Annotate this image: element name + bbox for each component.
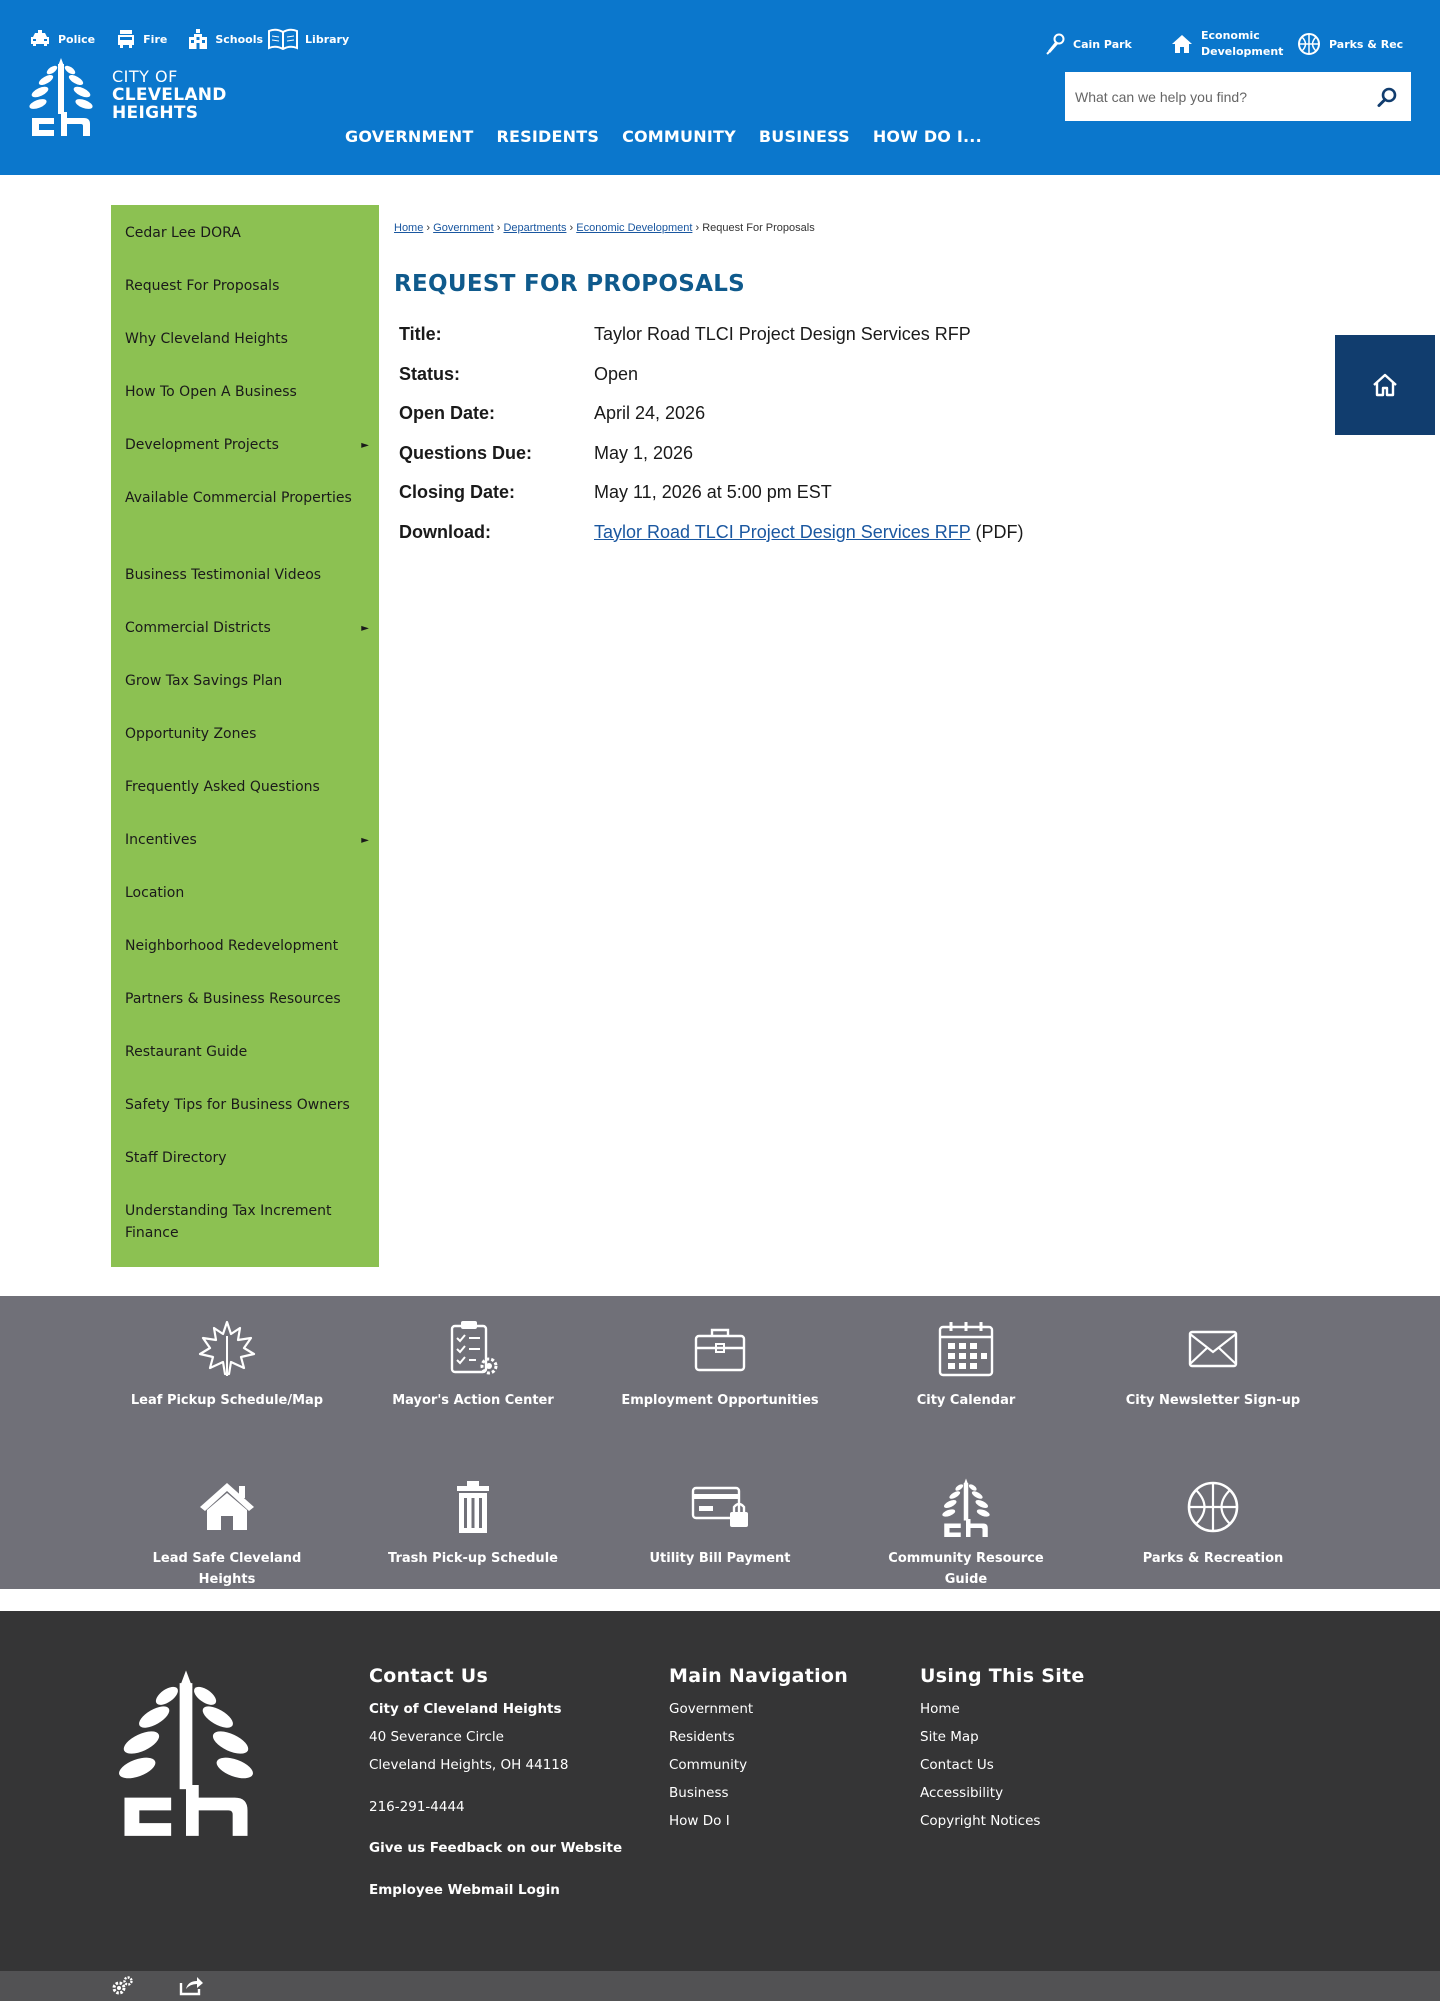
sidebar-item-label: Cedar Lee DORA bbox=[125, 225, 241, 241]
share-icon bbox=[178, 1975, 204, 1997]
sidebar-item-label: Grow Tax Savings Plan bbox=[125, 673, 283, 689]
city-logo[interactable] bbox=[28, 56, 227, 136]
school-icon bbox=[187, 28, 209, 50]
library-link[interactable] bbox=[267, 28, 349, 50]
sidebar-item-business-testimonial-videos[interactable] bbox=[111, 549, 379, 602]
rfp-value: Taylor Road TLCI Project Design Services RFP bbox=[594, 324, 971, 344]
gear-icon bbox=[110, 1975, 134, 1997]
breadcrumb-separator: › bbox=[695, 222, 700, 234]
rfp-row-download bbox=[399, 522, 1024, 562]
sidebar-item-label: Partners & Business Resources bbox=[125, 991, 341, 1007]
breadcrumb-separator: › bbox=[496, 222, 501, 234]
sidebar-item-partners-business-resources[interactable] bbox=[111, 973, 379, 1026]
rfp-value: April 24, 2026 bbox=[594, 403, 706, 423]
sidebar-item-tax-increment-finance[interactable] bbox=[111, 1185, 379, 1262]
basketball-icon bbox=[1186, 1480, 1240, 1534]
breadcrumb bbox=[394, 222, 815, 234]
footer-using-this-site bbox=[920, 1665, 1085, 1835]
schools-link[interactable] bbox=[187, 28, 263, 50]
sidebar-item-label: Available Commercial Properties bbox=[125, 490, 352, 506]
fire-link[interactable] bbox=[115, 28, 167, 50]
share-button[interactable] bbox=[178, 1975, 204, 2001]
employment-link[interactable] bbox=[620, 1316, 820, 1411]
settings-button[interactable] bbox=[110, 1975, 134, 2001]
breadcrumb-separator: › bbox=[569, 222, 574, 234]
footer-link-community[interactable]: Community bbox=[669, 1757, 748, 1773]
book-icon bbox=[267, 28, 299, 50]
rfp-label: Questions Due: bbox=[399, 442, 533, 463]
rfp-row-questions-due bbox=[399, 443, 1024, 483]
sidebar-item-request-for-proposals[interactable] bbox=[111, 260, 379, 313]
breadcrumb-economic-development[interactable]: Economic Development bbox=[576, 222, 693, 234]
leaf-pickup-label: Leaf Pickup Schedule/Map bbox=[130, 1393, 324, 1408]
police-car-icon bbox=[28, 29, 52, 49]
leaf-icon bbox=[196, 1318, 258, 1380]
logo-text bbox=[112, 68, 227, 122]
nav-community[interactable]: COMMUNITY bbox=[622, 127, 736, 146]
mayors-action-center-link[interactable] bbox=[373, 1316, 573, 1411]
sidebar-item-neighborhood-redevelopment[interactable] bbox=[111, 920, 379, 973]
rfp-row-closing-date bbox=[399, 482, 1024, 522]
breadcrumb-current: Request For Proposals bbox=[702, 222, 815, 234]
footer-link-contact-us[interactable]: Contact Us bbox=[920, 1757, 994, 1773]
lead-safe-link[interactable] bbox=[127, 1474, 327, 1590]
sidebar-item-label: Opportunity Zones bbox=[125, 726, 257, 742]
footer-phone: 216-291-4444 bbox=[369, 1799, 465, 1815]
search-icon bbox=[1376, 86, 1398, 108]
city-calendar-label: City Calendar bbox=[916, 1393, 1016, 1408]
rfp-row-title bbox=[399, 324, 1024, 364]
rfp-label: Download: bbox=[399, 521, 491, 542]
rfp-download-link[interactable]: Taylor Road TLCI Project Design Services RFP bbox=[594, 521, 971, 542]
nav-business[interactable]: BUSINESS bbox=[758, 127, 850, 146]
footer-feedback-link[interactable]: Give us Feedback on our Website bbox=[369, 1840, 623, 1856]
newsletter-signup-label: City Newsletter Sign-up bbox=[1125, 1393, 1301, 1408]
employment-label: Employment Opportunities bbox=[621, 1393, 819, 1408]
search-input[interactable] bbox=[1075, 82, 1373, 112]
sidebar-item-label: Development Projects bbox=[125, 437, 279, 453]
main-navigation bbox=[345, 127, 1005, 146]
footer-org-name: City of Cleveland Heights bbox=[369, 1701, 562, 1717]
rfp-label: Status: bbox=[399, 363, 461, 384]
cain-park-label: Cain Park bbox=[1073, 37, 1132, 51]
sidebar-item-grow-tax-savings-plan[interactable] bbox=[111, 655, 379, 708]
footer-link-government[interactable]: Government bbox=[669, 1701, 754, 1717]
footer-link-accessibility[interactable]: Accessibility bbox=[920, 1785, 1004, 1801]
logo-line-2: CLEVELAND bbox=[112, 85, 227, 105]
mayors-action-center-label: Mayor's Action Center bbox=[392, 1393, 554, 1408]
sidebar-item-label: Business Testimonial Videos bbox=[125, 567, 322, 583]
home-shortcut-button[interactable] bbox=[1335, 335, 1435, 435]
microphone-icon bbox=[1045, 33, 1065, 55]
economic-development-link[interactable] bbox=[1171, 28, 1297, 60]
rfp-value: May 11, 2026 at 5:00 pm EST bbox=[594, 482, 832, 502]
expand-arrow-icon[interactable]: ► bbox=[361, 835, 369, 846]
sidebar-item-faq[interactable] bbox=[111, 761, 379, 814]
clipboard-checklist-icon bbox=[446, 1318, 500, 1380]
rfp-label: Closing Date: bbox=[399, 482, 516, 502]
parks-rec-label: Parks & Rec bbox=[1329, 37, 1404, 51]
footer-link-how-do-i[interactable]: How Do I bbox=[669, 1813, 730, 1829]
breadcrumb-government[interactable]: Government bbox=[433, 222, 494, 234]
bottom-toolbar bbox=[0, 1971, 1440, 2001]
quick-links-right bbox=[1045, 28, 1403, 60]
logo-line-3: HEIGHTS bbox=[112, 103, 199, 123]
rfp-value: May 1, 2026 bbox=[594, 442, 694, 463]
police-link[interactable] bbox=[28, 29, 95, 49]
trash-can-icon bbox=[453, 1479, 493, 1535]
sidebar-item-label: Frequently Asked Questions bbox=[125, 779, 320, 795]
rfp-value bbox=[594, 522, 1024, 543]
footer-webmail-link[interactable]: Employee Webmail Login bbox=[369, 1882, 560, 1898]
utility-bill-link[interactable] bbox=[620, 1474, 820, 1569]
breadcrumb-home[interactable]: Home bbox=[394, 222, 424, 234]
leaf-pickup-link[interactable] bbox=[127, 1316, 327, 1411]
rfp-label: Open Date: bbox=[399, 403, 496, 423]
sidebar-item-why-cleveland-heights[interactable] bbox=[111, 313, 379, 366]
sidebar-item-label: Neighborhood Redevelopment bbox=[125, 938, 339, 954]
sidebar-item-cedar-lee-dora[interactable] bbox=[111, 207, 379, 260]
page-title: REQUEST FOR PROPOSALS bbox=[394, 271, 746, 297]
footer-link-site-map[interactable]: Site Map bbox=[920, 1729, 979, 1745]
footer-contact bbox=[369, 1665, 622, 1904]
basketball-icon bbox=[1297, 32, 1321, 56]
community-resource-guide-label: Community Resource Guide bbox=[888, 1551, 1044, 1587]
sidebar-nav bbox=[111, 205, 379, 1267]
utility-bill-label: Utility Bill Payment bbox=[649, 1551, 791, 1566]
sidebar-item-commercial-districts[interactable] bbox=[111, 602, 379, 655]
house-icon bbox=[1171, 34, 1193, 54]
nav-residents[interactable]: RESIDENTS bbox=[496, 127, 600, 146]
sidebar-item-label: Restaurant Guide bbox=[125, 1044, 248, 1060]
schools-label: Schools bbox=[215, 32, 264, 46]
parks-rec-link[interactable] bbox=[1297, 32, 1403, 56]
tree-logo-icon bbox=[941, 1477, 991, 1537]
rfp-label: Title: bbox=[399, 324, 442, 344]
sidebar-item-label: Safety Tips for Business Owners bbox=[125, 1097, 350, 1113]
fire-truck-icon bbox=[115, 28, 137, 50]
economic-development-label: Economic Development bbox=[1201, 29, 1284, 58]
footer-using-site-heading: Using This Site bbox=[920, 1665, 1085, 1687]
footer-main-navigation bbox=[669, 1665, 848, 1835]
library-label: Library bbox=[305, 32, 350, 46]
cain-park-link[interactable] bbox=[1045, 33, 1171, 55]
sidebar-item-label: Commercial Districts bbox=[125, 620, 271, 636]
home-icon bbox=[1371, 372, 1399, 398]
newsletter-signup-link[interactable] bbox=[1113, 1316, 1313, 1411]
sidebar-item-safety-tips[interactable] bbox=[111, 1079, 379, 1132]
breadcrumb-separator: › bbox=[426, 222, 431, 234]
footer-link-business[interactable]: Business bbox=[669, 1785, 729, 1801]
parks-recreation-link[interactable] bbox=[1113, 1474, 1313, 1569]
trash-pickup-link[interactable] bbox=[373, 1474, 573, 1569]
nav-government[interactable]: GOVERNMENT bbox=[345, 127, 474, 146]
envelope-icon bbox=[1188, 1330, 1238, 1368]
quick-links-top bbox=[28, 28, 369, 50]
sidebar-item-label: Staff Directory bbox=[125, 1150, 227, 1166]
footer-link-residents[interactable]: Residents bbox=[669, 1729, 735, 1745]
sidebar-item-label: Understanding Tax Increment Finance bbox=[125, 1203, 332, 1241]
footer-logo[interactable] bbox=[116, 1663, 256, 1844]
trash-pickup-label: Trash Pick-up Schedule bbox=[388, 1551, 558, 1566]
site-footer bbox=[0, 1611, 1440, 1971]
footer-contact-heading: Contact Us bbox=[369, 1665, 489, 1687]
sidebar-item-location[interactable] bbox=[111, 867, 379, 920]
sidebar-item-how-to-open-a-business[interactable] bbox=[111, 366, 379, 419]
site-header bbox=[0, 0, 1440, 175]
logo-line-1: CITY OF bbox=[112, 67, 178, 86]
sidebar-item-restaurant-guide[interactable] bbox=[111, 1026, 379, 1079]
footer-main-nav-heading: Main Navigation bbox=[669, 1665, 849, 1687]
expand-arrow-icon[interactable]: ► bbox=[361, 623, 369, 634]
parks-recreation-label: Parks & Recreation bbox=[1142, 1551, 1284, 1566]
nav-how-do-i[interactable]: HOW DO I... bbox=[872, 127, 982, 146]
tree-logo-icon bbox=[116, 1663, 256, 1839]
breadcrumb-departments[interactable]: Departments bbox=[503, 222, 567, 234]
quick-links-band bbox=[0, 1296, 1440, 1589]
sidebar-item-staff-directory[interactable] bbox=[111, 1132, 379, 1185]
search-box bbox=[1065, 72, 1411, 121]
sidebar-item-development-projects[interactable] bbox=[111, 419, 379, 472]
sidebar-item-label: Why Cleveland Heights bbox=[125, 331, 288, 347]
sidebar-item-label: Location bbox=[125, 885, 185, 901]
sidebar-item-incentives[interactable] bbox=[111, 814, 379, 867]
calendar-icon bbox=[937, 1319, 995, 1379]
sidebar-item-label: Incentives bbox=[125, 832, 197, 848]
rfp-details bbox=[399, 324, 1024, 561]
footer-address-2: Cleveland Heights, OH 44118 bbox=[369, 1757, 569, 1773]
rfp-row-open-date bbox=[399, 403, 1024, 443]
community-resource-guide-link[interactable] bbox=[866, 1474, 1066, 1590]
sidebar-item-label: How To Open A Business bbox=[125, 384, 297, 400]
sidebar-item-available-commercial-properties[interactable] bbox=[111, 472, 379, 549]
footer-link-copyright[interactable]: Copyright Notices bbox=[920, 1813, 1041, 1829]
rfp-value: Open bbox=[594, 363, 639, 384]
police-label: Police bbox=[58, 32, 96, 46]
rfp-row-status bbox=[399, 364, 1024, 404]
sidebar-item-label: Request For Proposals bbox=[125, 278, 280, 294]
city-calendar-link[interactable] bbox=[866, 1316, 1066, 1411]
briefcase-icon bbox=[692, 1324, 748, 1374]
expand-arrow-icon[interactable]: ► bbox=[361, 440, 369, 451]
tree-logo-icon bbox=[28, 56, 94, 136]
credit-card-lock-icon bbox=[690, 1484, 750, 1530]
fire-label: Fire bbox=[143, 32, 168, 46]
sidebar-item-opportunity-zones[interactable] bbox=[111, 708, 379, 761]
lead-safe-label: Lead Safe Cleveland Heights bbox=[152, 1551, 302, 1587]
footer-address-1: 40 Severance Circle bbox=[369, 1729, 504, 1745]
search-button[interactable] bbox=[1373, 83, 1401, 111]
home-icon bbox=[197, 1480, 257, 1534]
footer-link-home[interactable]: Home bbox=[920, 1701, 960, 1717]
rfp-download-format: (PDF) bbox=[975, 521, 1024, 542]
